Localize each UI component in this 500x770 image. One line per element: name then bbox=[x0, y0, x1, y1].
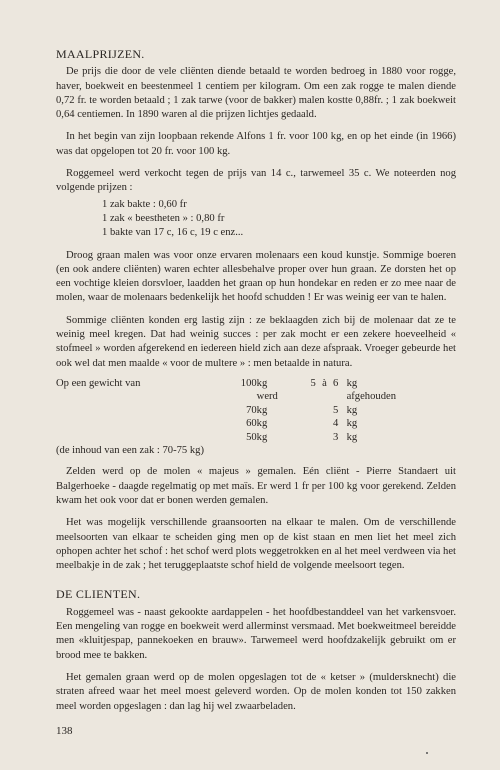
row-deduct-max: 5 bbox=[333, 404, 339, 416]
page-content bbox=[56, 47, 456, 722]
row-unit: kg bbox=[256, 404, 268, 416]
price-item: 1 bakte van 17 c, 16 c, 19 c enz... bbox=[102, 227, 244, 239]
paragraph: Sommige cliënten konden erg lastig zijn : ze beklaagden zich bij de molenaar dat ze te weinig meel kregen. Dat had weinig succes : per zak mocht er een zekere hoeveelheid « stofmeel » worden afgerekend en iedereen hield zich aan deze afspraak. Vroeger gebeurde het ook wel dat men maalde « voor de multere » : men betaalde in natura. bbox=[56, 314, 456, 369]
paragraph: In het begin van zijn loopbaan rekende Alfons 1 fr. voor 100 kg, en op het einde (in 1966) was dat opgelopen tot 20 fr. voor 100 kg. bbox=[56, 131, 456, 157]
row-result: kg afgehouden bbox=[346, 377, 396, 403]
row-desc bbox=[56, 431, 199, 444]
paragraph: Zelden werd op de molen « majeus » gemalen. Eén cliënt - Pierre Standaert uit Balgerhoeke - daagde regelmatig op met maïs. Er werd 1 fr per 100 kg voor gerekend. Zelden kwam het ook voor dat er bonen werden gemalen. bbox=[56, 466, 456, 506]
paragraph: De prijs die door de vele cliënten diende betaald te worden bedroeg in 1880 voor rogge, haver, boekweit en beestenmeel 1 centiem per kilogram. Om een zak rogge te malen diende 0,72 fr. te worden betaald ; 1 zak tarwe (voor de bakker) malen kostte 0,88fr. ; 1 zak boekweit 0,64 centiemen. In 1890 waren al die prijzen lichtjes gedaald. bbox=[56, 66, 456, 121]
price-list bbox=[102, 198, 456, 241]
row-desc bbox=[56, 404, 199, 417]
row-result: kg bbox=[346, 404, 358, 416]
table-row bbox=[56, 431, 396, 444]
row-deduct-min: 5 bbox=[310, 377, 316, 389]
row-result: kg bbox=[346, 431, 358, 443]
row-unit: kg werd bbox=[256, 377, 278, 403]
row-weight: 70 bbox=[246, 404, 257, 416]
paragraph: Het was mogelijk verschillende graansoorten na elkaar te malen. Om de verschillende meelsoorten van elkaar te scheiden ging men op de kist staan en men liet het meel zich ophopen achter het schof : het schof werd plots weggetrokken en al het meel verdween via het meelbakje in de zak ; het teruggeplaatste schof hield de volgende meelsoort tegen. bbox=[56, 517, 456, 572]
row-deduct-max: 3 bbox=[333, 431, 339, 443]
row-desc bbox=[56, 417, 199, 430]
price-item: 1 zak bakte : 0,60 fr bbox=[102, 198, 187, 210]
row-deduct-sep bbox=[316, 431, 333, 444]
row-deduct-sep bbox=[316, 417, 333, 430]
row-weight: 60 bbox=[246, 418, 257, 430]
paragraph: Droog graan malen was voor onze ervaren molenaars een koud kunstje. Sommige boeren (en ook andere cliënten) waren echter allesbehalve proper over hun graan. Ze dorsten het op een vochtige kleien dorsvloer, laadden het graan op hun hondekar en reden er zo mee naar de molen, waar de molenaars bedenkelijk het hoofd schudden ! Er was weinig eer van te halen. bbox=[56, 249, 456, 304]
row-deduct-min bbox=[278, 417, 316, 430]
price-item: 1 zak « beestheten » : 0,80 fr bbox=[102, 212, 225, 224]
bag-content-note: (de inhoud van een zak : 70-75 kg) bbox=[56, 444, 204, 456]
row-desc: Op een gewicht van bbox=[56, 377, 141, 389]
row-deduct-max: 4 bbox=[333, 418, 339, 430]
table-row bbox=[56, 404, 396, 417]
row-weight: 50 bbox=[246, 431, 257, 443]
table-row bbox=[56, 377, 396, 404]
paragraph: Roggemeel was - naast gekookte aardappelen - het hoofdbestanddeel van het varkensvoer. Een mengeling van rogge en boekweit werd allerminst versmaad. Met boekweitmeel bereidde men «kluitjespap, pannekoeken en brauw». Tarwemeel werd hoofdzakelijk gebruikt om er brood mee te bakken. bbox=[56, 606, 456, 661]
row-deduct-sep bbox=[316, 404, 333, 417]
row-unit: kg bbox=[256, 431, 268, 443]
paragraph: Het gemalen graan werd op de molen opgeslagen tot de « ketser » (muldersknecht) die straten afreed waar het meel moest geleverd worden. Op de molen konden tot 150 zakken meel worden opgeslagen : dan lag hij wel zwaarbeladen. bbox=[56, 671, 456, 712]
weight-deduction-table bbox=[56, 377, 396, 457]
row-deduct-min bbox=[278, 404, 316, 417]
row-result: kg bbox=[346, 418, 358, 430]
row-deduct-min bbox=[278, 431, 316, 444]
section-title-maalprijzen: MAALPRIJZEN. bbox=[56, 47, 145, 61]
page-number: 138 bbox=[56, 725, 73, 737]
section-title-clienten: DE CLIENTEN. bbox=[56, 587, 141, 602]
table-row bbox=[56, 444, 396, 457]
row-unit: kg bbox=[256, 418, 268, 430]
row-deduct-sep: à bbox=[322, 377, 327, 389]
paragraph: Roggemeel werd verkocht tegen de prijs van 14 c., tarwemeel 35 c. We noteerden nog volgende prijzen : bbox=[56, 168, 456, 194]
row-deduct-max: 6 bbox=[333, 377, 339, 389]
table-row bbox=[56, 417, 396, 430]
paper-speck bbox=[426, 752, 428, 754]
row-weight: 100 bbox=[240, 377, 257, 389]
